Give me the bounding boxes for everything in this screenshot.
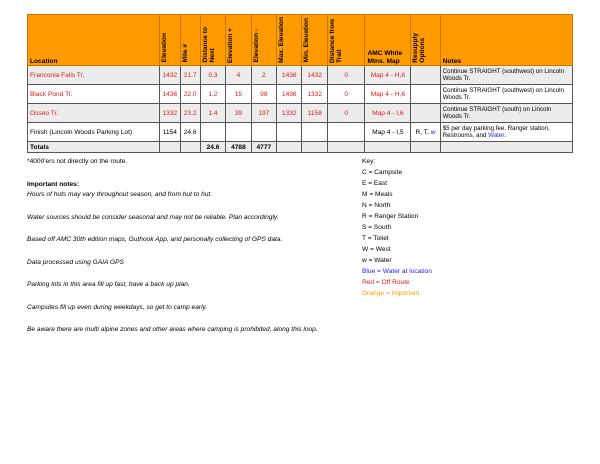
header-elevation: Elevation xyxy=(160,15,180,66)
notes-cell: Continue STRAIGHT (south) on Lincoln Woods Tr. xyxy=(440,104,572,123)
elevation-cell: 1432 xyxy=(160,66,180,85)
elev-plus-cell: 15 xyxy=(226,85,251,104)
header-resupply: Resupply Options xyxy=(411,15,440,66)
note-item: Hours of huts may vary throughout season, and from hut to hut. xyxy=(27,191,213,198)
key-red: Red = Off Route xyxy=(362,279,410,286)
elev-minus-cell xyxy=(251,123,276,142)
max-elev-cell: 1332 xyxy=(277,104,302,123)
dist-trail-cell: 0 xyxy=(327,66,365,85)
key-orange: Orange = Important xyxy=(362,290,420,297)
elevation-cell: 1154 xyxy=(160,123,180,142)
resupply-cell: R, T, w xyxy=(411,123,440,142)
max-elev-cell: 1436 xyxy=(277,66,302,85)
key-item: W = West xyxy=(362,246,391,253)
totals-distance: 24.6 xyxy=(200,142,225,153)
min-elev-cell: 1432 xyxy=(302,66,327,85)
map-cell: Map 4 - I,6 xyxy=(365,104,411,123)
dist-trail-cell: 0 xyxy=(327,104,365,123)
min-elev-cell: 1158 xyxy=(302,104,327,123)
water-note: Water xyxy=(488,132,505,140)
header-max-elevation: Max. Elevation xyxy=(277,15,302,66)
key-item: C = Campsite xyxy=(362,169,403,176)
notes-heading: Important notes: xyxy=(27,181,80,188)
key-item: S = South xyxy=(362,224,392,231)
elev-minus-cell: 98 xyxy=(251,85,276,104)
totals-label: Totals xyxy=(28,142,160,153)
elevation-cell: 1436 xyxy=(160,85,180,104)
dist-trail-cell: 0 xyxy=(327,85,365,104)
notes-cell: Continue STRAIGHT (southwest) on Lincoln Woods Tr. xyxy=(440,66,572,85)
header-location: Location xyxy=(28,15,160,66)
notes-cell: $5 per day parking fee. Ranger station, Restrooms, and Water. xyxy=(440,123,572,142)
note-item: Data processed using GAIA GPS xyxy=(27,259,124,266)
totals-elev-plus: 4788 xyxy=(226,142,251,153)
resupply-cell xyxy=(411,85,440,104)
key-item: M = Meals xyxy=(362,191,393,198)
water-resupply-marker: w xyxy=(430,128,436,136)
key-item: E = East xyxy=(362,180,388,187)
key-item: T = Toliet xyxy=(362,235,389,242)
distance-cell xyxy=(200,123,225,142)
header-min-elevation: Min. Elevation xyxy=(302,15,327,66)
resupply-cell xyxy=(411,104,440,123)
max-elev-cell xyxy=(277,123,302,142)
location-cell: Osseo Tr. xyxy=(28,104,160,123)
key-item: R = Ranger Station xyxy=(362,213,419,220)
route-table xyxy=(27,14,573,153)
header-amc-map: AMC White Mtns. Map xyxy=(365,15,411,66)
note-item: Be aware there are multi alpine zones and other areas where camping is prohibited, along this loop. xyxy=(27,326,318,333)
mile-cell: 23.2 xyxy=(180,104,200,123)
note-item: Based off AMC 30th edition maps, Guthook App, and personally collecting of GPS data. xyxy=(27,236,283,243)
mile-cell: 21.7 xyxy=(180,66,200,85)
resupply-cell xyxy=(411,66,440,85)
header-notes: Notes xyxy=(440,15,572,66)
elev-plus-cell: 39 xyxy=(226,104,251,123)
key-item: w = Water xyxy=(362,257,392,264)
dist-trail-cell xyxy=(327,123,365,142)
asterisk-note: *4000'ers not directly on the route. xyxy=(27,158,128,165)
max-elev-cell: 1436 xyxy=(277,85,302,104)
note-item: Campsites fill up even during weekdays, so get to camp early. xyxy=(27,304,208,311)
table-row xyxy=(28,85,573,104)
notes-cell: Continue STRAIGHT (southwest) on Lincoln Woods Tr. xyxy=(440,85,572,104)
elev-minus-cell: 197 xyxy=(251,104,276,123)
header-mile: Mile # xyxy=(180,15,200,66)
mile-cell: 24.6 xyxy=(180,123,200,142)
key-blue: Blue = Water at location xyxy=(362,268,432,275)
mile-cell: 22.0 xyxy=(180,85,200,104)
table-row xyxy=(28,123,573,142)
header-elevation-plus: Elevation + xyxy=(226,15,251,66)
header-distance-to-next: Distance to Next xyxy=(200,15,225,66)
totals-row xyxy=(28,142,573,153)
key-item: N = North xyxy=(362,202,391,209)
header-row xyxy=(28,15,573,66)
location-cell: Franconia Falls Tr. xyxy=(28,66,160,85)
distance-cell: 1.2 xyxy=(200,85,225,104)
map-cell: Map 4 - H,6 xyxy=(365,85,411,104)
note-item: Water sources should be consider seasonal and may not be reliable. Plan accordingly. xyxy=(27,214,279,221)
key-title: Key: xyxy=(362,158,376,165)
elevation-cell: 1332 xyxy=(160,104,180,123)
totals-elev-minus: 4777 xyxy=(251,142,276,153)
min-elev-cell xyxy=(302,123,327,142)
min-elev-cell: 1332 xyxy=(302,85,327,104)
elev-plus-cell xyxy=(226,123,251,142)
map-cell: Map 4 - I,5 xyxy=(365,123,411,142)
header-distance-from-trail: Distance from Trail xyxy=(327,15,365,66)
location-cell: Finish (Lincoln Woods Parking Lot) xyxy=(28,123,160,142)
location-cell: Black Pond Tr. xyxy=(28,85,160,104)
distance-cell: 1.4 xyxy=(200,104,225,123)
elev-plus-cell: 4 xyxy=(226,66,251,85)
note-item: Parking lots in this area fill up fast, have a back up plan. xyxy=(27,281,190,288)
table-row xyxy=(28,66,573,85)
elev-minus-cell: 2 xyxy=(251,66,276,85)
header-elevation-minus: Elevation - xyxy=(251,15,276,66)
distance-cell: 0.3 xyxy=(200,66,225,85)
table-row xyxy=(28,104,573,123)
map-cell: Map 4 - H,6 xyxy=(365,66,411,85)
